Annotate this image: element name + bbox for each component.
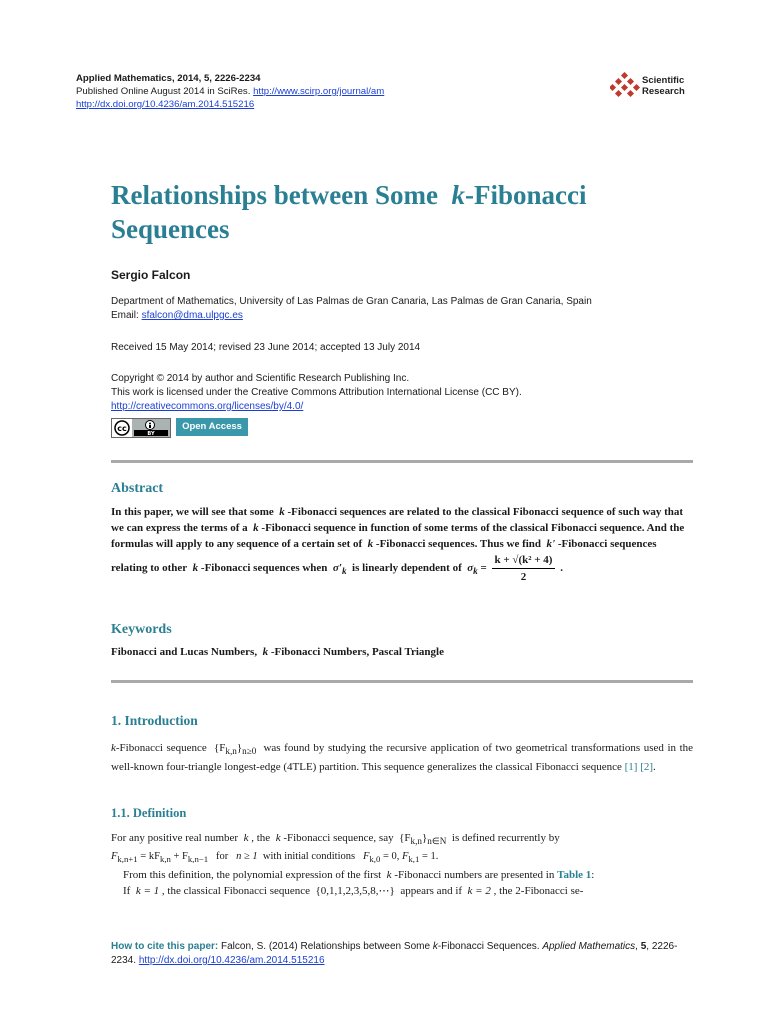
author-name: Sergio Falcon	[111, 268, 191, 282]
logo-line2: Research	[642, 86, 685, 97]
creative-commons-icon	[112, 419, 170, 437]
definition-paragraph: For any positive real number k , the k -Fibonacci sequence, say $\{F_{k,n}\}_{n\in N}$ is defined recurrently by $F_{k,n+1} = kF_{k,n} + F_{k,n-1}$ for n ≥ 1 with initial conditions $F_{k,0} = 0$, $F_{k,1} = 1$. From this definition, the polynomial expression of the first k -Fibonacci numbers are presented in Table 1: If k = 1 , the classical Fibonacci sequence {0,1,1,2,3,5,8,⋯} appears and if k = 2 , the 2-Fibonacci se-	[111, 832, 595, 898]
open-access-badge[interactable]: Open Access	[176, 418, 248, 436]
journal-link[interactable]: http://www.scirp.org/journal/am	[253, 86, 385, 97]
cc-by-badge[interactable]	[111, 418, 171, 438]
sigma-fraction: $\frac{\text{k + √(k² + 4)}}{2}$	[492, 552, 556, 585]
how-to-cite: How to cite this paper: Falcon, S. (2014) Relationships between Some k-Fibonacci Sequences. Applied Mathematics, 5, 2226-2234. http://dx.doi.org/10.4236/am.2014.515216	[111, 941, 678, 966]
copyright-block: Copyright © 2014 by author and Scientific Research Publishing Inc. This work is licensed under the Creative Commons Attribution International License (CC BY). http://creativecommons.org/licenses/by/4.0/	[111, 373, 522, 412]
email-link[interactable]: sfalcon@dma.ulpgc.es	[141, 310, 243, 321]
sequence-notation: $\{F_{k,n}\}_{n\ge 0}$	[213, 742, 257, 757]
abstract-heading: Abstract	[111, 481, 164, 496]
ref-2-link[interactable]: [2]	[640, 761, 654, 774]
scientific-research-logo	[610, 72, 700, 102]
journal-header	[76, 72, 384, 111]
abstract-body: In this paper, we will see that some k -Fibonacci sequences are related to the classical Fibonacci sequence of such way that we can express the terms of a k -Fibonacci sequence in function of some terms of the classical Fibonacci sequence. And the formulas will apply to any sequence of a certain set of k -Fibonacci sequences. Thus we find k' -Fibonacci sequences relating to other k -Fibonacci sequences when $\sigma'_k$ is linearly dependent of $\sigma_k$ = $\frac{\text{k + √(k² + 4)}}{2}$ .	[111, 506, 685, 583]
license-link[interactable]: http://creativecommons.org/licenses/by/4.0/	[111, 401, 304, 412]
affiliation: Department of Mathematics, University of Las Palmas de Gran Canaria, Las Palmas de Gran Canaria, Spain Email: sfalcon@dma.ulpgc.es	[111, 296, 592, 321]
intro-heading: 1. Introduction	[111, 713, 198, 728]
logo-line1: Scientific	[642, 75, 685, 86]
cite-doi-link[interactable]: http://dx.doi.org/10.4236/am.2014.515216	[138, 955, 325, 966]
divider-top	[111, 460, 693, 463]
published-line: Published Online August 2014 in SciRes. http://www.scirp.org/journal/am	[76, 86, 385, 97]
journal-citation: Applied Mathematics, 2014, 5, 2226-2234	[76, 73, 261, 84]
paper-title: Relationships between Some k-Fibonacci Sequences	[111, 180, 587, 244]
keywords-heading: Keywords	[111, 622, 172, 637]
logo-mark-icon	[610, 72, 640, 100]
intro-paragraph: k-Fibonacci sequence $\{F_{k,n}\}_{n\ge 0}$ was found by studying the recursive application of two geometrical transformations used in the well-known four-triangle longest-edge (4TLE) partition. This sequence generalizes the classical Fibonacci sequence [1] [2].	[111, 742, 694, 774]
table-1-link[interactable]: Table 1	[557, 869, 592, 882]
doi-link[interactable]: http://dx.doi.org/10.4236/am.2014.515216	[76, 99, 255, 110]
definition-heading: 1.1. Definition	[111, 806, 187, 820]
svg-text:BY: BY	[147, 431, 155, 437]
received-dates: Received 15 May 2014; revised 23 June 2014; accepted 13 July 2014	[111, 342, 421, 353]
svg-text:cc: cc	[117, 424, 127, 433]
keywords-list: Fibonacci and Lucas Numbers, k -Fibonacci Numbers, Pascal Triangle	[111, 646, 444, 658]
divider-bottom	[111, 680, 693, 683]
cite-label: How to cite this paper:	[111, 941, 219, 952]
ref-1-link[interactable]: [1]	[624, 761, 638, 774]
